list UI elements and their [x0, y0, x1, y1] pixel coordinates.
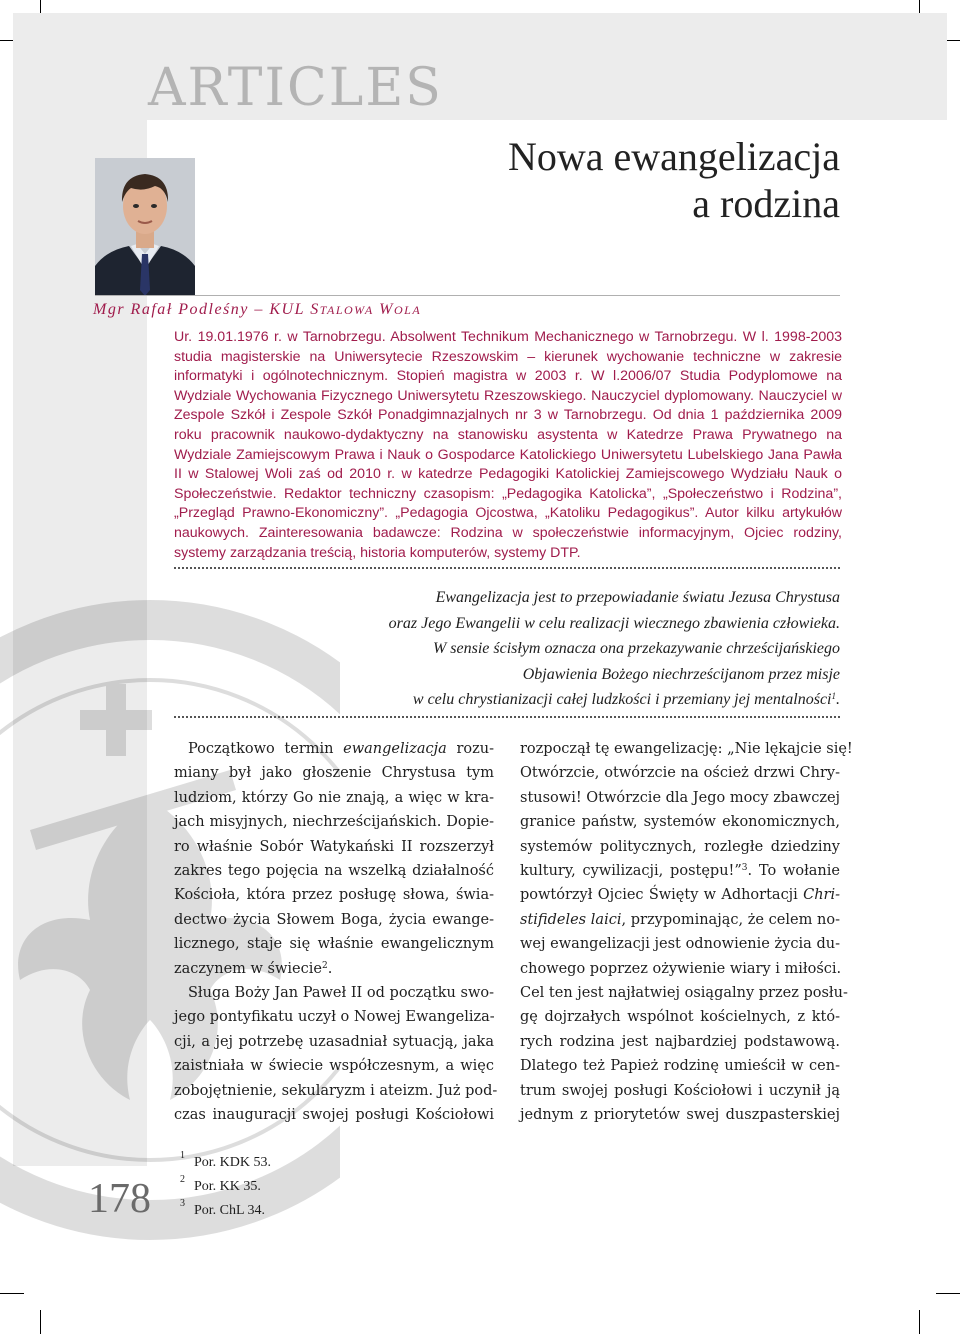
author-small-cap: OLA: [393, 303, 422, 317]
crop-mark: [40, 1310, 41, 1334]
footnote-number: 1: [180, 1150, 185, 1161]
text-line: licznego, staje się właśnie ewangelicznym: [174, 936, 494, 953]
author-portrait-icon: [95, 158, 195, 296]
text: zaczynem w świecie: [174, 960, 322, 977]
dotted-divider: [174, 567, 840, 569]
text-line: trum swojej posługi Kościołowi i uczynił ją: [520, 1082, 840, 1099]
author-line: [93, 301, 421, 319]
article-title-line: Nowa ewangelizacja: [507, 134, 840, 179]
footnote-ref: 1: [831, 691, 836, 701]
text-line: stusowi! Otwórzcie dla Jego mocy zbawczej: [520, 789, 841, 806]
epigraph-line: Objawienia Bożego niechrześcijanom przez misje: [522, 665, 840, 683]
author-small-cap: W: [373, 301, 394, 318]
text-line: [520, 883, 840, 907]
text-line: jach misyjnych, niechrześcijańskich. Dopie-: [174, 814, 494, 831]
footnote-text: Por. KK 35.: [194, 1179, 261, 1194]
body-column-left: [174, 737, 498, 1128]
term-italic: ewangelizacja: [343, 741, 447, 757]
photo-rule: [95, 295, 840, 296]
text-line: gę dojrzałych wspólnot kościelnych, z któ-: [520, 1009, 840, 1026]
epigraph-line: W sensie ścisłym oznacza ona przekazywanie chrześcijańskiego: [432, 640, 840, 657]
text-line: [174, 737, 494, 761]
text-line: ludziom, którzy Go nie znają, a więc w kra-: [174, 789, 494, 806]
text-line: systemów politycznych, rozległe dziedziny: [520, 838, 840, 855]
crop-mark: [936, 1293, 960, 1294]
dotted-divider: [174, 716, 840, 718]
crop-mark: [0, 1293, 24, 1294]
text-line: [520, 908, 840, 932]
footnote: [180, 1198, 265, 1219]
footnote-ref: 2: [321, 960, 328, 971]
page-number: 178: [88, 1176, 151, 1222]
text-line: jego pontyfikatu uczył o Nowej Ewangeliza-: [174, 1009, 495, 1026]
text: kultury, cywilizacji, postępu!”: [520, 863, 742, 880]
text-line: Dlatego też Papież rodzinę umieścił w cen-: [520, 1058, 840, 1075]
text-line: chowego poprzez ożywienie wiary i miłości.: [520, 960, 842, 977]
text: rozu-: [446, 741, 494, 757]
author-name: Mgr Rafał Podleśny – KUL: [93, 301, 311, 318]
text: powtórzył Ojciec Święty w Adhortacji: [520, 887, 804, 904]
section-label: ARTICLES: [148, 58, 443, 118]
epigraph-line: oraz Jego Ewangelii w celu realizacji wiecznego zbawienia człowieka.: [388, 614, 840, 632]
text-line: ro właśnie Sobór Watykański II rozszerzył: [174, 838, 494, 855]
epigraph-end: .: [836, 691, 840, 708]
footnote-ref: 3: [741, 863, 748, 874]
text-line: wej ewangelizacji jest odnowienie życia du-: [520, 936, 840, 953]
article-title-line: a rodzina: [692, 181, 840, 226]
text-line: granice państw, systemów ekonomicznych,: [520, 814, 840, 831]
text: , przypominając, że celem no-: [621, 911, 840, 928]
paragraph: [174, 737, 494, 981]
text: .: [327, 960, 333, 977]
article-title: [508, 133, 840, 227]
epigraph-text: w celu chrystianizacji całej ludzkości i przemiany jej mentalności: [412, 691, 832, 708]
text-line: Kościoła, która przez posługę słowa, świa-: [174, 887, 494, 904]
author-small-cap: TALOWA: [319, 303, 374, 317]
text-line: zaistniała w świecie współczesnym, a więc: [174, 1058, 494, 1075]
author-small-cap: S: [310, 301, 320, 318]
text-line: Cel ten jest najłatwiej osiągalny przez posłu-: [520, 985, 848, 1002]
text-line: rych rodzina jest najbardziej podstawową.: [520, 1033, 840, 1050]
epigraph-line: [389, 687, 840, 713]
footnote-text: Por. KDK 53.: [194, 1155, 272, 1170]
footnote: [180, 1150, 271, 1171]
author-bio: Ur. 19.01.1976 r. w Tarnobrzegu. Absolwent Technikum Mechanicznego w Tarnobrzegu. W l. 1998-2003 studia magisterskie na Uniwersytecie Rzeszowskim – kierunek wychowanie techniczne w zakresie informatyki i ogólnotechnicznym. Stopień magistra w 2003 r. W l.2006/07 Studia Podyplomowe na Wydziale Wychowania Fizycznego Uniwersytetu Rzeszowskiego. Nauczyciel dyplomowany. Nauczyciel w Zespole Szkół i Zespole Szkół Ponadgimnazjalnych nr 3 w Tarnobrzegu. Od dnia 1 października 2009 roku pracownik naukowo-dydaktyczny na stanowisku asystenta w Katedrze Prawa Prywatnego na Wydziale Zamiejscowym Prawa i Nauk o Gospodarce Katolickiego Uniwersytetu Lubelskiego Jana Pawła II w Stalowej Woli zaś od 2010 r. w katedrze Pedagogiki Katolickiej Zamiejscowego Wydziału Nauk o Społeczeństwie. Redaktor techniczny czasopism: „Pedagogika Katolicka”, „Społeczeństwo i Rodzina”, „Przegląd Prawno-Ekonomiczny”. „Pedagogia Ojcostwa, „Katoliku Pedagogikus”. Autor kilku artykułów naukowych. Zainteresowania badawcze: Rodzina w społeczeństwie informacyjnym, Ojciec rodziny, systemy zarządzania treścią, historia komputerów, systemy DTP.: [174, 329, 842, 561]
text-line: [520, 859, 840, 883]
footnote: [180, 1174, 261, 1195]
text-line: cji, a jej potrzebę uzasadniał sytuacją, jaka: [174, 1033, 494, 1050]
text-line: czas inauguracji swojej posługi Kościołowi: [174, 1107, 494, 1124]
text-line: zobojętnienie, sekularyzm i ateizm. Już pod-: [174, 1082, 498, 1099]
epigraph-line: Ewangelizacja jest to przepowiadanie światu Jezusa Chrystusa: [435, 589, 840, 606]
text-line: [174, 957, 494, 981]
text-line: jednym z priorytetów swej duszpasterskiej: [520, 1107, 840, 1124]
text-line: rozpoczął tę ewangelizację: „Nie lękajcie się!: [520, 741, 853, 757]
text: Początkowo termin: [188, 741, 344, 757]
text: . To wołanie: [747, 863, 840, 880]
footnote-number: 3: [180, 1198, 185, 1209]
title-italic: stifideles laici: [520, 911, 622, 928]
footnote-text: Por. ChL 34.: [194, 1203, 266, 1218]
text-line: miany był jako głoszenie Chrystusa tym: [174, 765, 494, 782]
paragraph: [520, 737, 853, 1128]
crop-mark: [919, 1310, 920, 1334]
text-line: dectwo życia Słowem Boga, życia ewange-: [174, 911, 494, 928]
text-line: Sługa Boży Jan Paweł II od początku swo-: [188, 985, 494, 1002]
paragraph: [174, 981, 498, 1127]
body-column-right: [520, 737, 853, 1128]
text-line: zakres tego pojęcia na wszelką działalność: [174, 863, 494, 880]
text-line: Otwórzcie, otwórzcie na oścież drzwi Chry-: [520, 765, 840, 782]
footnote-number: 2: [180, 1174, 185, 1185]
title-italic: Chri-: [803, 887, 840, 904]
epigraph: [389, 585, 840, 713]
